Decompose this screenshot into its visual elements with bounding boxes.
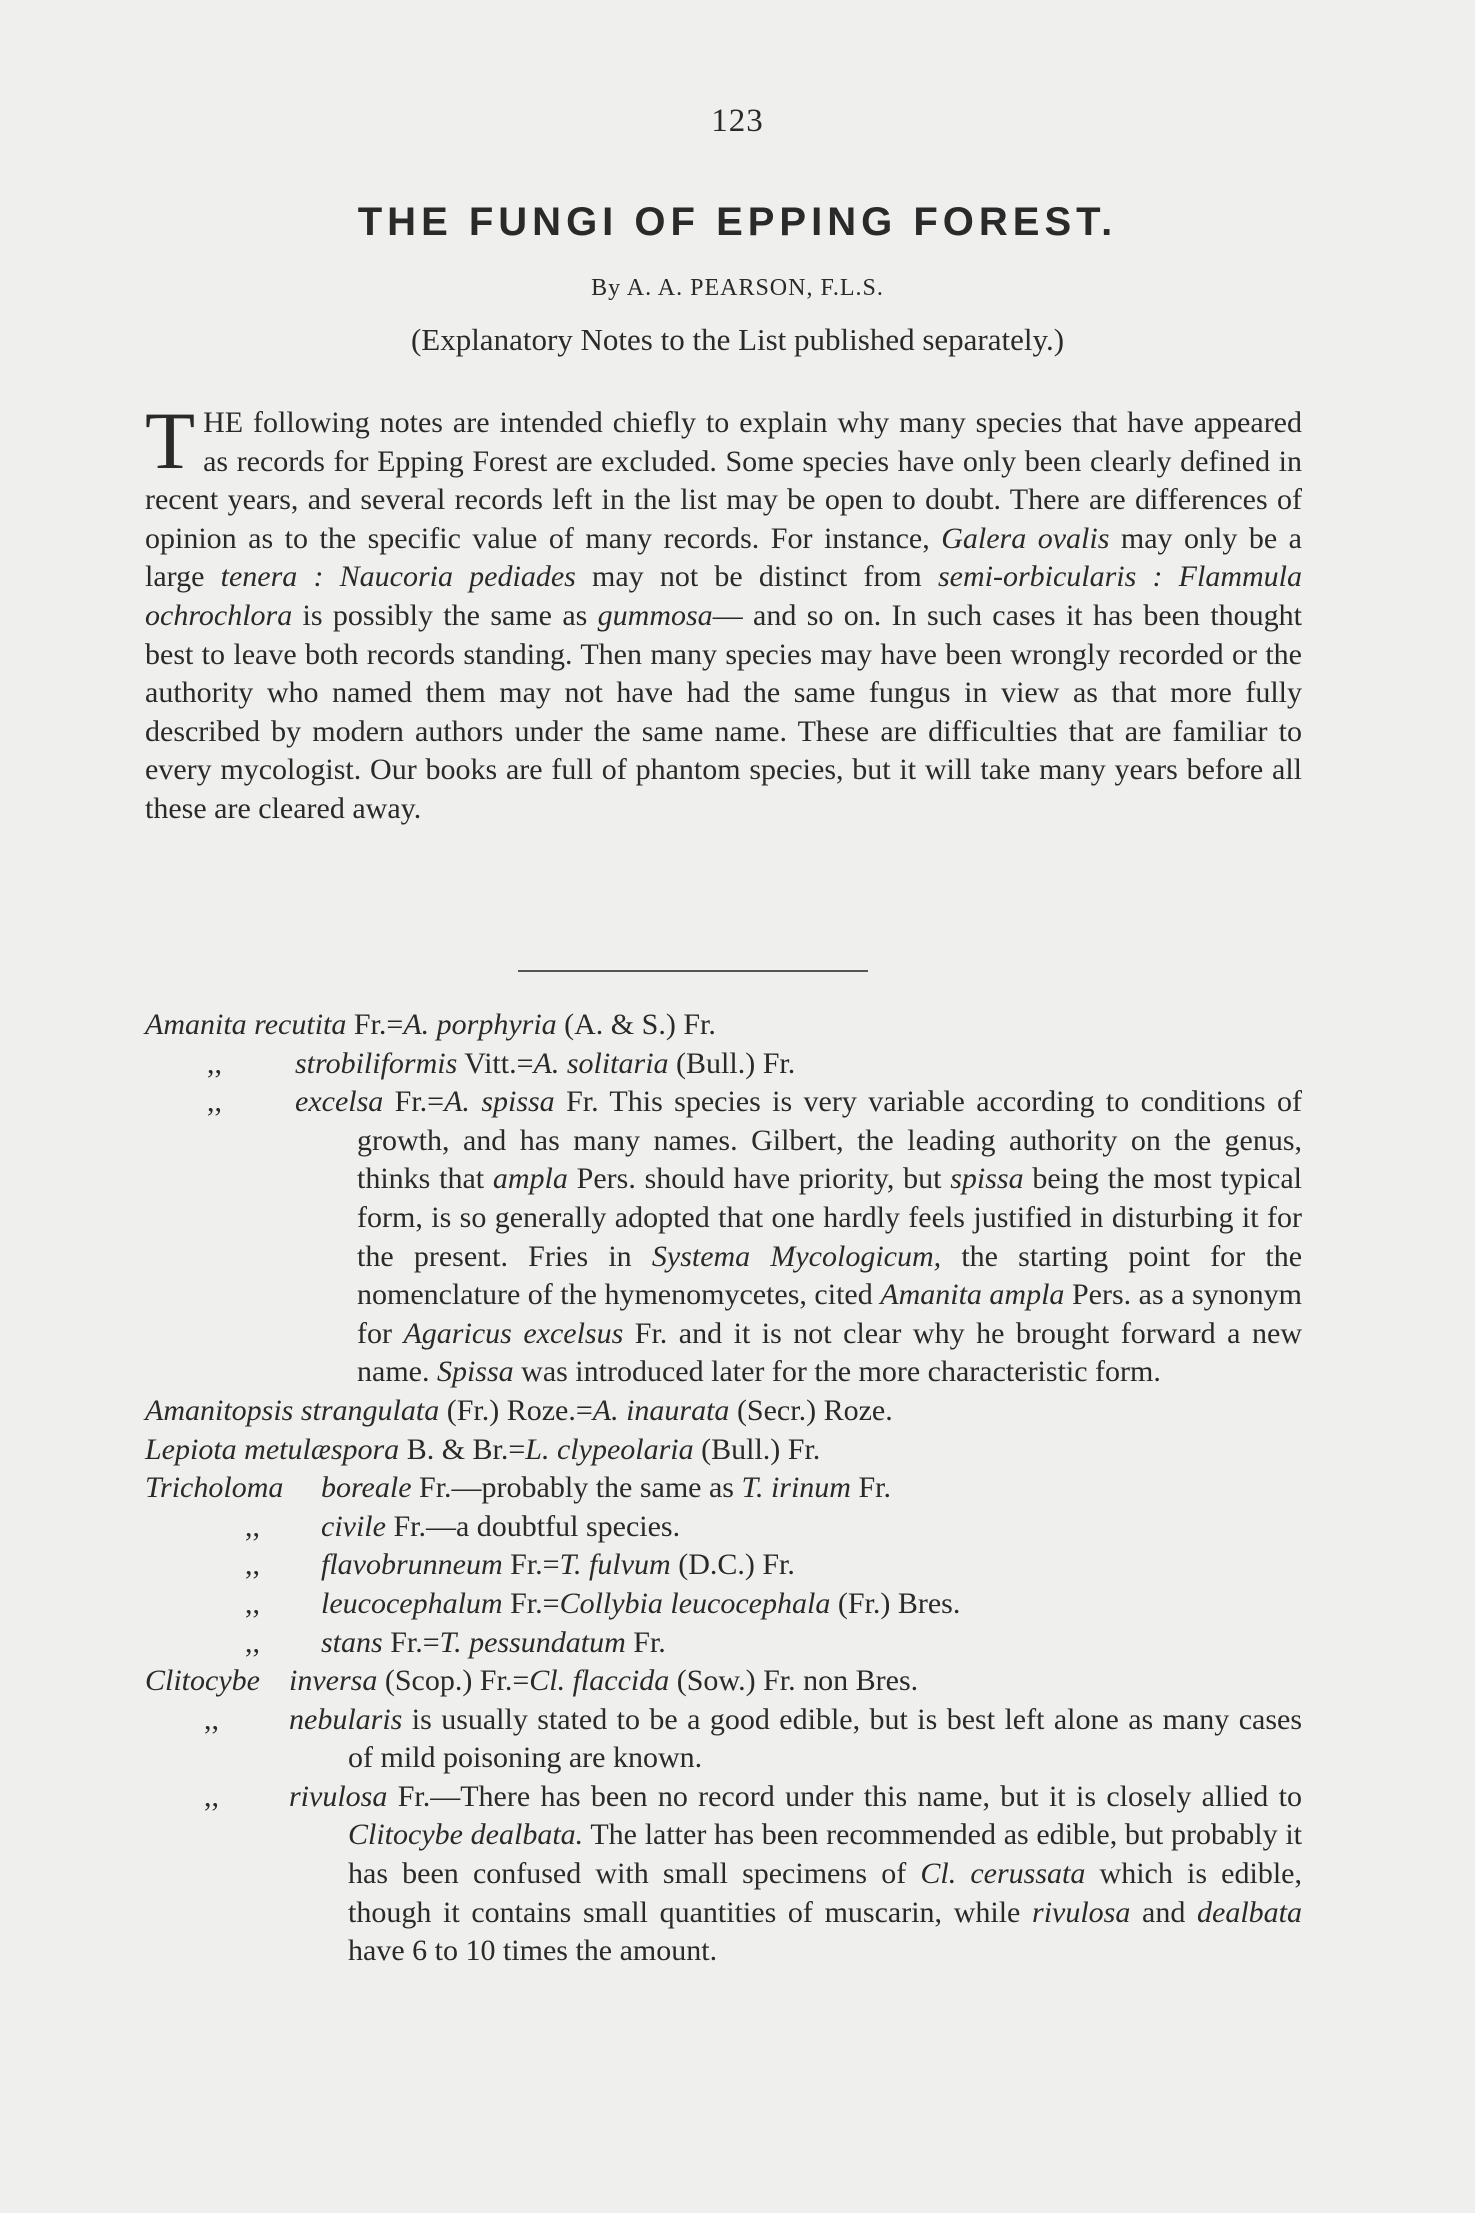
list-item: ,, strobiliformis Vitt.=A. solitaria (Bull.) Fr. — [207, 1046, 796, 1080]
species-list — [145, 1006, 1302, 1971]
list-item: ,, civile Fr.—a doubtful species. — [245, 1509, 681, 1543]
list-item: Lepiota metulæspora B. & Br.=L. clypeolaria (Bull.) Fr. — [145, 1432, 821, 1466]
list-item: ,, nebularis is usually stated to be a good edible, but is best left alone as many cases of mild poisoning are known. — [204, 1702, 1302, 1775]
page-number: 123 — [711, 103, 764, 139]
list-item: Amanitopsis strangulata (Fr.) Roze.=A. inaurata (Secr.) Roze. — [145, 1393, 893, 1427]
list-item: ,, excelsa Fr.=A. spissa Fr. This species is very variable according to conditions of growth, and has many names. Gilbert, the leading authority on the genus, thinks that ampla Pers. should have priority, but spissa being the most typical form, is so generally adopted that one hardly feels justified in disturbing it for the present. Fries in Systema Mycologicum, the starting point for the nomenclature of the hymenomycetes, cited Amanita ampla Pers. as a synonym for Agaricus excelsus Fr. and it is not clear why he brought forward a new name. Spissa was introduced later for the more characteristic form. — [207, 1085, 1303, 1389]
section-divider — [518, 970, 868, 972]
subtitle: (Explanatory Notes to the List published separately.) — [410, 322, 1065, 357]
intro-paragraph: THE following notes are intended chiefly to explain why many species that have appeared as records for Epping Forest are excluded. Some species have only been clearly defined in recent years, and several records left in the list may be open to doubt. There are differences of opinion as to the specific value of many records. For instance, Galera ovalis may only be a large tenera : Naucoria pediades may not be distinct from semi-orbicularis : Flammula ochrochlora is possibly the same as gummosa— and so on. In such cases it has been thought best to leave both records standing. Then many species may have been wrongly recorded or the authority who named them may not have had the same fungus in view as that more fully described by modern authors under the same name. These are difficulties that are familiar to every mycologist. Our books are full of phantom species, but it will take many years before all these are cleared away. — [145, 395, 1303, 825]
list-item: ,, flavobrunneum Fr.=T. fulvum (D.C.) Fr. — [245, 1548, 795, 1582]
list-item: Tricholoma boreale Fr.—probably the same as T. irinum Fr. — [145, 1471, 891, 1505]
drop-cap: T — [145, 395, 196, 486]
article-title: THE FUNGI OF EPPING FOREST. — [357, 200, 1118, 244]
list-item: Clitocybe inversa (Scop.) Fr.=Cl. flaccida (Sow.) Fr. non Bres. — [145, 1664, 919, 1698]
list-item: ,, rivulosa Fr.—There has been no record under this name, but it is closely allied to Clitocybe dealbata. The latter has been recommended as edible, but probably it has been confused with small specimens of Cl. cerussata which is edible, though it contains small quantities of muscarin, while rivulosa and dealbata have 6 to 10 times the amount. — [204, 1779, 1302, 1968]
list-item: ,, leucocephalum Fr.=Collybia leucocephala (Fr.) Bres. — [245, 1586, 961, 1620]
byline: By A. A. PEARSON, F.L.S. — [591, 275, 884, 301]
list-item: Amanita recutita Fr.=A. porphyria (A. & S.) Fr. — [145, 1008, 716, 1041]
list-item: ,, stans Fr.=T. pessundatum Fr. — [245, 1625, 666, 1659]
